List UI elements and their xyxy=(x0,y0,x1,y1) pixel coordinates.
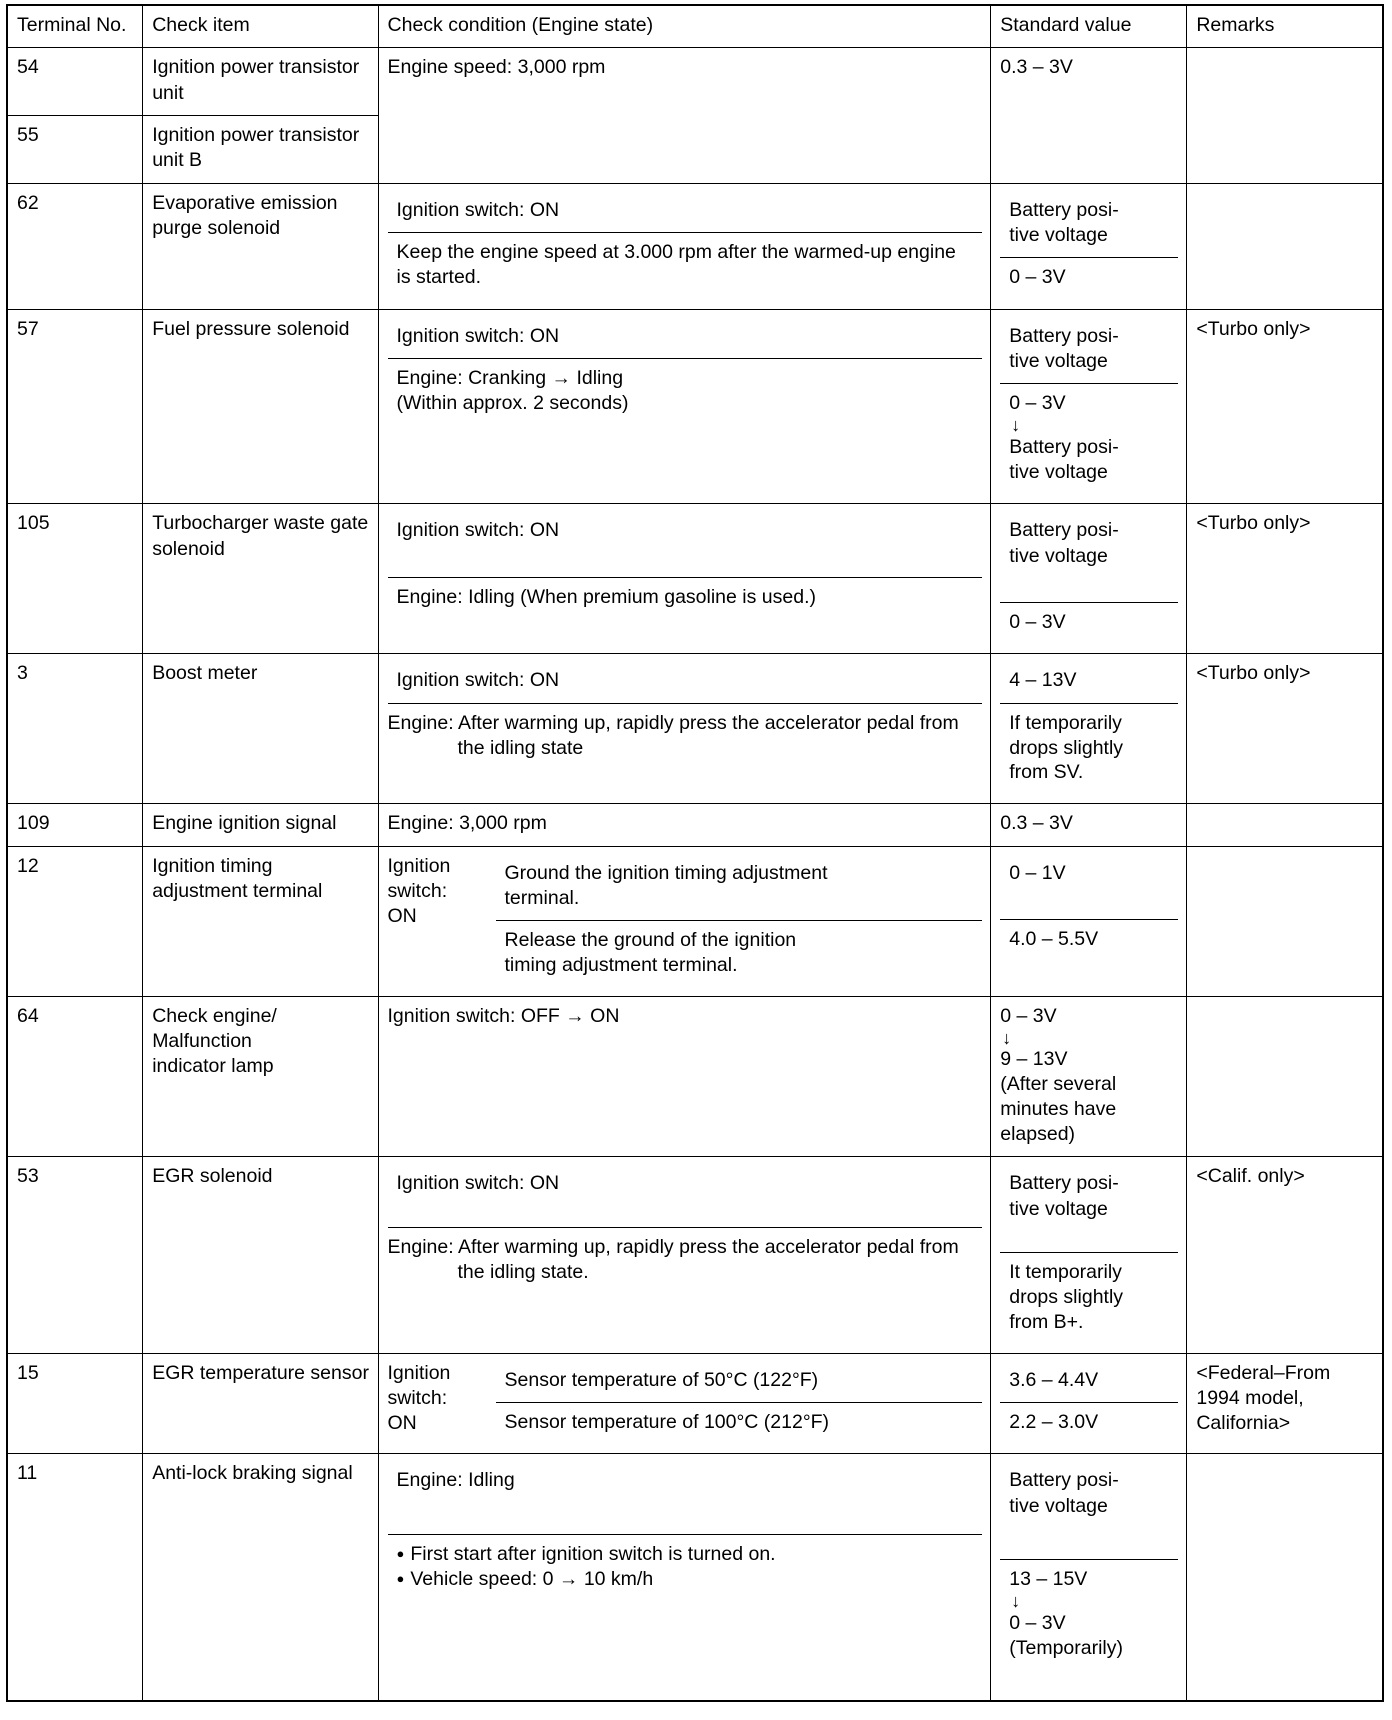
cell-terminal-no: 109 xyxy=(7,804,143,846)
terminal-check-table xyxy=(6,4,1384,1702)
header-check-item: Check item xyxy=(143,5,378,48)
standard-value-line: 0 – 3V xyxy=(1009,610,1066,633)
condition-line: Engine: After warming up, rapidly press the accelerator pedal from the idling state xyxy=(387,711,959,759)
cell-terminal-no: 3 xyxy=(7,654,143,804)
condition-line: Sensor temperature of 100°C (212°F) xyxy=(504,1411,830,1434)
standard-value-line: If temporarily drops slightly from SV. xyxy=(1009,711,1124,784)
table-row xyxy=(7,1454,1383,1701)
cell-terminal-no: 64 xyxy=(7,996,143,1157)
standard-value-line: 13 – 15V ↓ 0 – 3V (Temporarily) xyxy=(1009,1568,1123,1659)
cell-remarks: <Federal–From 1994 model, California> xyxy=(1187,1353,1383,1454)
condition-sub-rows xyxy=(496,854,983,987)
condition-sub-label: Ignition switch: ON xyxy=(387,1361,451,1434)
table-header-row xyxy=(7,5,1383,48)
cell-check-item: Turbocharger waste gate solenoid xyxy=(143,504,378,654)
standard-value-line: 0 – 3V ↓ Battery posi- tive voltage xyxy=(1009,392,1119,484)
standard-value-line: 0 – 3V xyxy=(1009,266,1066,289)
condition-sub-rows xyxy=(496,1361,983,1445)
cell-standard-value xyxy=(991,846,1187,996)
standard-value-line: 2.2 – 3.0V xyxy=(1009,1411,1099,1434)
cell-check-condition xyxy=(378,1157,991,1354)
cell-remarks xyxy=(1187,654,1383,804)
table-row xyxy=(7,309,1383,503)
cell-check-condition xyxy=(378,309,991,503)
table-row xyxy=(7,804,1383,846)
cell-standard-value xyxy=(991,654,1187,804)
header-terminal-no: Terminal No. xyxy=(7,5,143,48)
table-row xyxy=(7,183,1383,309)
standard-value-line: 3.6 – 4.4V xyxy=(1000,1361,1178,1403)
cell-remarks xyxy=(1187,48,1383,183)
cell-terminal-no: 55 xyxy=(7,116,143,184)
condition-line: Ignition switch: ON xyxy=(388,317,983,359)
condition-line: Ground the ignition timing adjustment terminal. xyxy=(496,854,983,921)
condition-line: Sensor temperature of 50°C (122°F) xyxy=(496,1361,983,1403)
cell-check-condition xyxy=(378,183,991,309)
standard-value-line: 4 – 13V xyxy=(1000,661,1178,703)
standard-value-line: Battery posi- tive voltage xyxy=(1000,317,1178,385)
cell-check-item: Evaporative emission purge solenoid xyxy=(143,183,378,309)
cell-standard-value: 0.3 – 3V xyxy=(991,48,1187,183)
cell-check-item: Boost meter xyxy=(143,654,378,804)
cell-check-item: Engine ignition signal xyxy=(143,804,378,846)
condition-bullet: ● First start after ignition switch is turned on. xyxy=(397,1542,975,1567)
cell-remarks xyxy=(1187,846,1383,996)
standard-value-line: Battery posi- tive voltage xyxy=(1000,1461,1178,1560)
standard-value-line: Battery posi- tive voltage xyxy=(1000,1164,1178,1253)
condition-line: Ignition switch: ON xyxy=(388,1164,983,1227)
condition-line: Release the ground of the ignition timing adjustment terminal. xyxy=(504,928,797,976)
condition-line: Engine: Idling (When premium gasoline is used.) xyxy=(396,585,816,608)
condition-line: Ignition switch: ON xyxy=(388,661,983,703)
table-row xyxy=(7,846,1383,996)
cell-check-condition xyxy=(378,654,991,804)
remarks-text: <Turbo only> xyxy=(1196,317,1311,340)
cell-standard-value xyxy=(991,309,1187,503)
table-row xyxy=(7,1157,1383,1354)
cell-standard-value xyxy=(991,1157,1187,1354)
cell-remarks xyxy=(1187,504,1383,654)
condition-bullet: ● Vehicle speed: 0 → 10 km/h xyxy=(397,1567,975,1592)
table-row xyxy=(7,48,1383,116)
cell-standard-value xyxy=(991,1454,1187,1701)
cell-check-condition xyxy=(378,846,991,996)
cell-check-item: EGR temperature sensor xyxy=(143,1353,378,1454)
condition-line: Engine: After warming up, rapidly press the accelerator pedal from the idling state. xyxy=(387,1235,959,1283)
cell-terminal-no: 11 xyxy=(7,1454,143,1701)
standard-value-line: Battery posi- tive voltage xyxy=(1000,511,1178,603)
cell-check-item: Ignition power transistor unit B xyxy=(143,116,378,184)
cell-check-condition: Engine speed: 3,000 rpm xyxy=(378,48,991,183)
header-check-condition: Check condition (Engine state) xyxy=(378,5,991,48)
condition-line: Engine: Idling xyxy=(388,1461,983,1534)
cell-check-item: Fuel pressure solenoid xyxy=(143,309,378,503)
cell-check-condition xyxy=(378,504,991,654)
header-remarks: Remarks xyxy=(1187,5,1383,48)
cell-remarks xyxy=(1187,1454,1383,1701)
cell-check-condition xyxy=(378,1454,991,1701)
condition-line xyxy=(388,1535,983,1672)
cell-check-item: Ignition timing adjustment terminal xyxy=(143,846,378,996)
table-row xyxy=(7,504,1383,654)
standard-value-line: Battery posi- tive voltage xyxy=(1000,191,1178,259)
cell-check-item: Ignition power transistor unit xyxy=(143,48,378,116)
cell-terminal-no: 57 xyxy=(7,309,143,503)
cell-standard-value xyxy=(991,1353,1187,1454)
cell-remarks xyxy=(1187,1157,1383,1354)
table-row xyxy=(7,654,1383,804)
cell-check-item: Anti-lock braking signal xyxy=(143,1454,378,1701)
table-row xyxy=(7,996,1383,1157)
cell-standard-value: 0.3 – 3V xyxy=(991,804,1187,846)
remarks-text: <Calif. only> xyxy=(1196,1165,1305,1188)
standard-value-line: 4.0 – 5.5V xyxy=(1009,928,1099,951)
cell-check-condition: Ignition switch: OFF → ON xyxy=(378,996,991,1157)
cell-remarks xyxy=(1187,309,1383,503)
cell-check-condition: Engine: 3,000 rpm xyxy=(378,804,991,846)
condition-sub-label: Ignition switch: ON xyxy=(387,854,451,927)
standard-value-line: It temporarily drops slightly from B+. xyxy=(1009,1260,1124,1333)
header-standard-value: Standard value xyxy=(991,5,1187,48)
condition-line: Ignition switch: ON xyxy=(388,191,983,233)
cell-terminal-no: 54 xyxy=(7,48,143,116)
cell-terminal-no: 53 xyxy=(7,1157,143,1354)
cell-standard-value xyxy=(991,504,1187,654)
cell-remarks xyxy=(1187,183,1383,309)
cell-standard-value: 0 – 3V ↓ 9 – 13V (After several minutes have elapsed) xyxy=(991,996,1187,1157)
table-row xyxy=(7,1353,1383,1454)
standard-value-line: 0 – 1V xyxy=(1000,854,1178,920)
cell-check-item: EGR solenoid xyxy=(143,1157,378,1354)
remarks-text: <Turbo only> xyxy=(1196,512,1311,535)
cell-terminal-no: 15 xyxy=(7,1353,143,1454)
cell-standard-value xyxy=(991,183,1187,309)
condition-line: Engine: Cranking → Idling (Within approx. 2 seconds) xyxy=(396,367,629,415)
condition-line: Keep the engine speed at 3.000 rpm after the warmed-up engine is started. xyxy=(396,241,956,289)
cell-remarks xyxy=(1187,996,1383,1157)
remarks-text: <Turbo only> xyxy=(1196,662,1311,685)
cell-check-condition xyxy=(378,1353,991,1454)
cell-terminal-no: 105 xyxy=(7,504,143,654)
cell-terminal-no: 12 xyxy=(7,846,143,996)
cell-check-item: Check engine/ Malfunction indicator lamp xyxy=(143,996,378,1157)
cell-remarks xyxy=(1187,804,1383,846)
condition-line: Ignition switch: ON xyxy=(388,511,983,577)
cell-terminal-no: 62 xyxy=(7,183,143,309)
